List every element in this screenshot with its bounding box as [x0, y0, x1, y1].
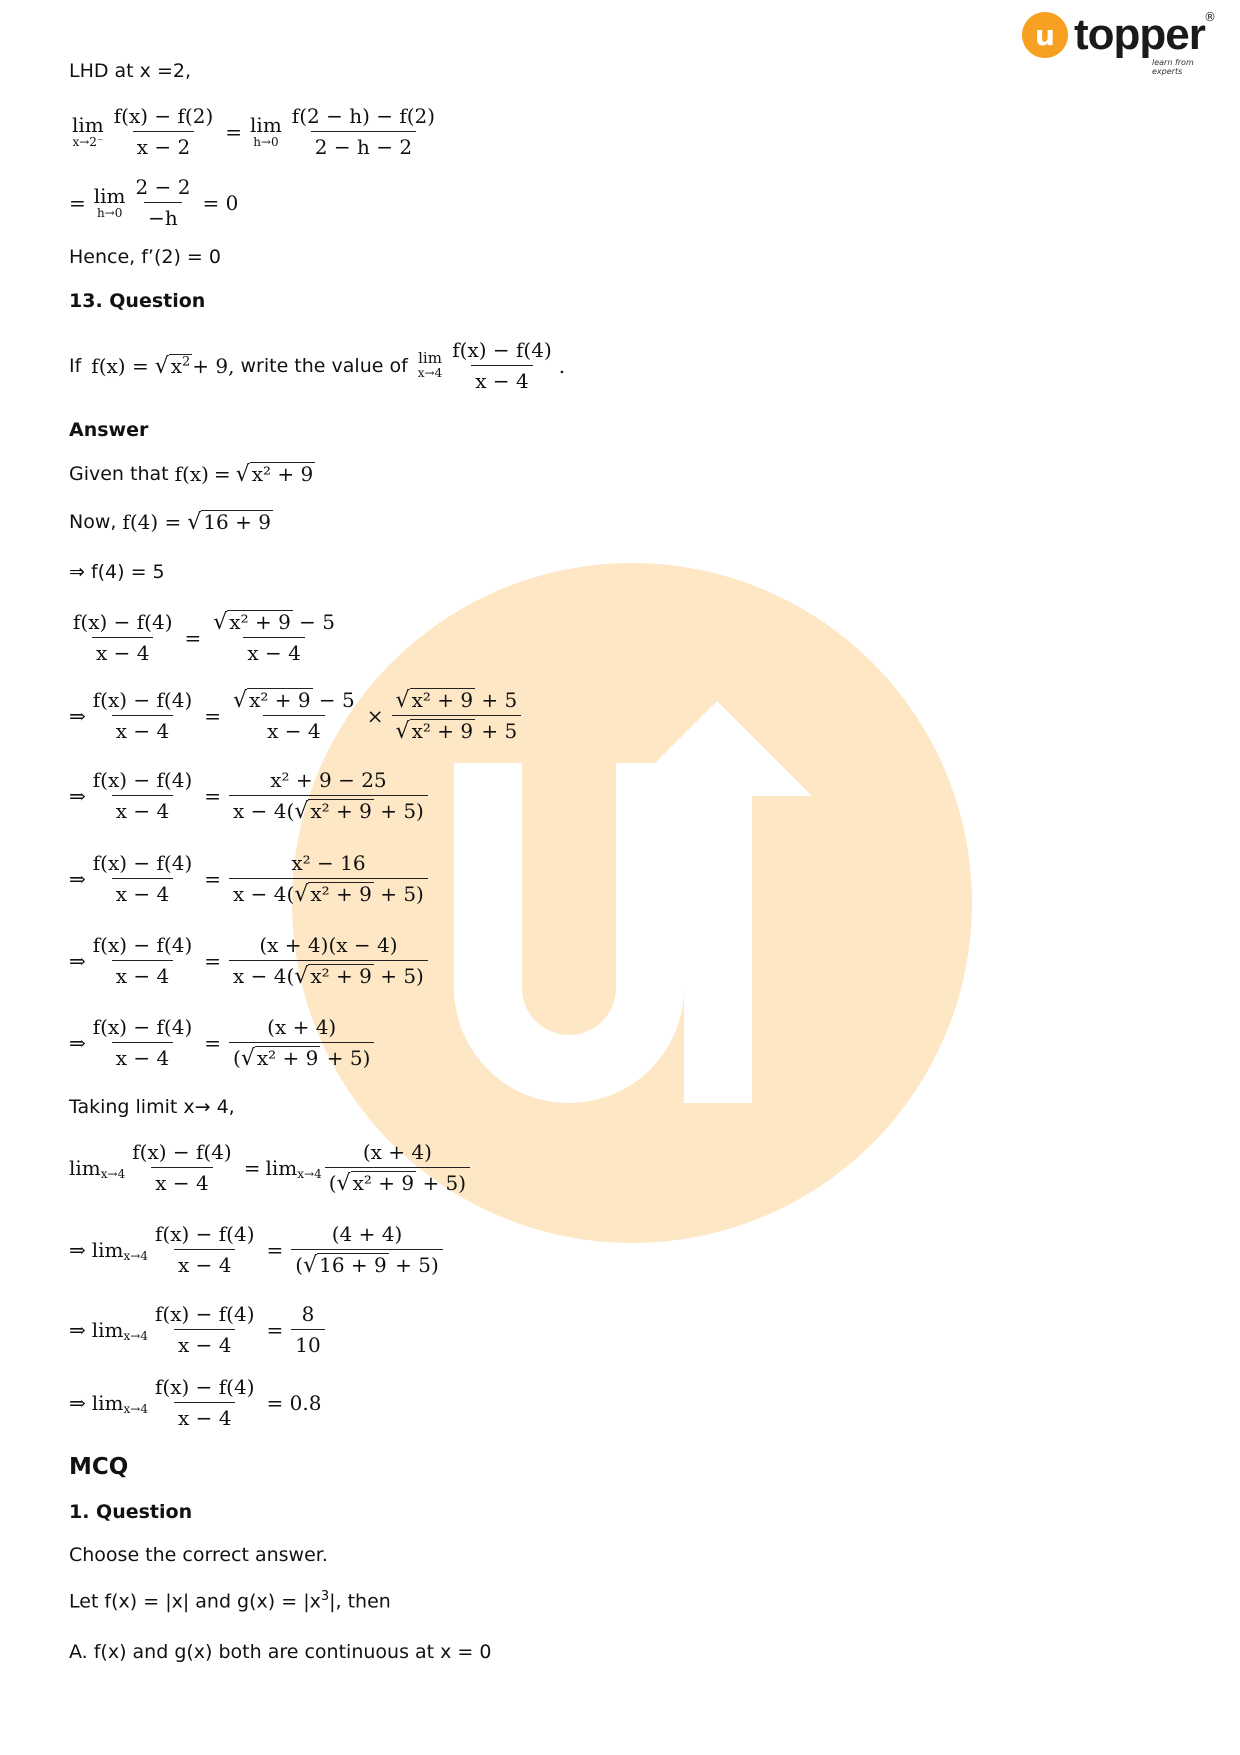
- mcq-heading: MCQ: [69, 1454, 129, 1480]
- taking-limit-text: Taking limit x→ 4,: [69, 1096, 235, 1118]
- answer-heading: Answer: [69, 419, 149, 441]
- logo-tagline: learn from experts: [1152, 58, 1194, 76]
- fraction: $\frac{f(x) - f(2)}{x - 2}$: [113, 104, 214, 159]
- step-4: ⇒ $\frac{f(x) - f(4)}{x - 4}$ = x² − 16 x − 4( √ x² + 9 + 5): [69, 851, 431, 906]
- step-2: ⇒ $\frac{f(x) - f(4)}{x - 4}$ = √ x² + 9 − 5 x − 4 × √ x² + 9 + 5 √ x² + 9 + 5: [69, 688, 524, 743]
- logo-mark-icon: u: [1022, 12, 1068, 58]
- registered-mark: ®: [1204, 10, 1216, 24]
- fraction: $\frac{2 - 2}{-h}$: [135, 175, 191, 230]
- step-3: ⇒ $\frac{f(x) - f(4)}{x - 4}$ = x² + 9 − 25 x − 4( √ x² + 9 + 5): [69, 768, 431, 823]
- limit-step-4: ⇒ lim x→4 $\frac{f(x) - f(4)}{x - 4}$ = 0.8: [69, 1375, 322, 1430]
- step-1: $\frac{f(x) - f(4)}{x - 4}$ = √ x² + 9 − 5 x − 4: [73, 610, 335, 665]
- watermark-u-shape: [454, 763, 684, 1103]
- limit-step-2: ⇒ lim x→4 $\frac{f(x) - f(4)}{x - 4}$ = (4 + 4) ( √ 16 + 9 + 5): [69, 1222, 446, 1277]
- limit: lim h→0: [250, 112, 282, 149]
- f4-result: ⇒ f(4) = 5: [69, 561, 165, 583]
- square-root: √ $x^2$: [154, 353, 191, 379]
- step-6: ⇒ $\frac{f(x) - f(4)}{x - 4}$ = (x + 4) ( √ x² + 9 + 5): [69, 1015, 377, 1070]
- limit: lim h→0: [93, 183, 126, 220]
- logo-name: topper: [1074, 10, 1205, 59]
- step-5: ⇒ $\frac{f(x) - f(4)}{x - 4}$ = (x + 4)(x − 4) x − 4( √ x² + 9 + 5): [69, 933, 431, 988]
- watermark-stem: [684, 753, 752, 1103]
- watermark-arrow-icon: [622, 701, 812, 796]
- limit-step-3: ⇒ lim x→4 $\frac{f(x) - f(4)}{x - 4}$ = $\frac{8}{10}$: [69, 1302, 328, 1357]
- square-root: √ x² + 9: [235, 462, 314, 487]
- now-line: Now, f(4) = √ 16 + 9: [69, 510, 271, 535]
- let-statement: Let f(x) = |x| and $g(x) = |x^3|$, then: [69, 1589, 391, 1613]
- given-line: Given that f(x) = √ x² + 9: [69, 462, 314, 487]
- limit-step-1: lim x→4 $\frac{f(x) - f(4)}{x - 4}$ = lim x→4 (x + 4) ( √ x² + 9 + 5): [69, 1140, 473, 1195]
- question-13-heading: 13. Question: [69, 290, 206, 312]
- choose-text: Choose the correct answer.: [69, 1544, 328, 1566]
- question-1-heading: 1. Question: [69, 1501, 193, 1523]
- brand-logo: [1022, 10, 1216, 76]
- eq-lhd-1: lim x→2⁻ $\frac{f(x) - f(2)}{x - 2}$ = lim h→0 $\frac{f(2 - h) - f(2)}{2 - h - 2}$: [69, 104, 442, 159]
- fraction: $\frac{f(x) - f(4)}{x - 4}$: [452, 338, 552, 393]
- hence-text: Hence, f’(2) = 0: [69, 246, 221, 268]
- fraction: $\frac{f(2 - h) - f(2)}{2 - h - 2}$: [291, 104, 436, 159]
- limit: lim x→2⁻: [72, 112, 104, 149]
- option-a: A. f(x) and g(x) both are continuous at x = 0: [69, 1641, 492, 1663]
- question-13-statement: If f(x) = √ $x^2$ + 9, write the value of lim x→4 $\frac{f(x) - f(4)}{x - 4}$ .: [69, 338, 566, 393]
- square-root: √ 16 + 9: [187, 510, 271, 535]
- limit: lim x→4: [417, 349, 443, 381]
- eq-lhd-2: = lim h→0 $\frac{2 - 2}{-h}$ = 0: [69, 175, 239, 230]
- lhd-text: LHD at x =2,: [69, 60, 192, 82]
